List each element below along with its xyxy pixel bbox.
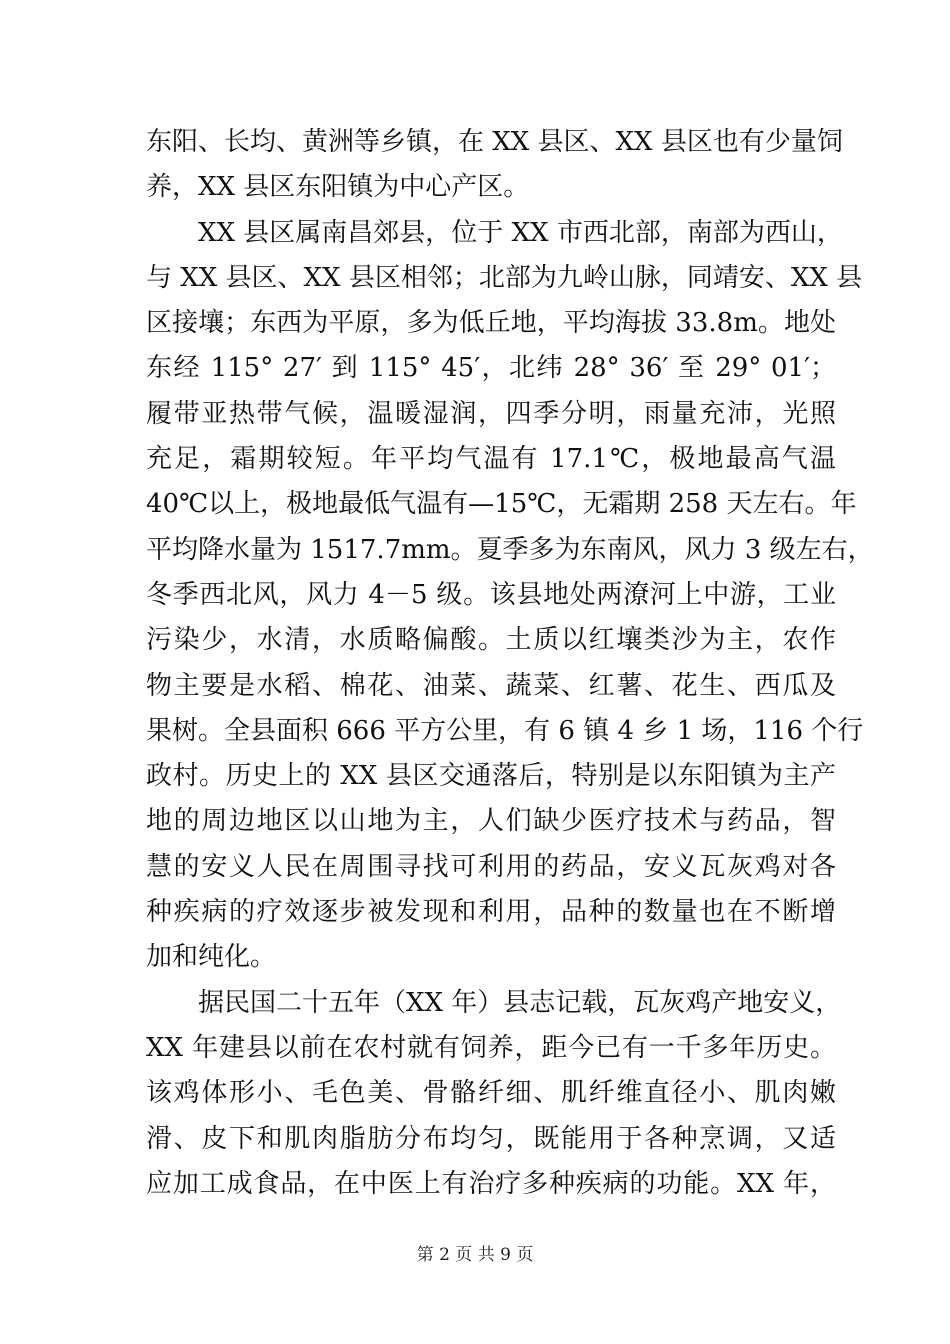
text-line: 慧的安义人民在周围寻找可利用的药品，安义瓦灰鸡对各 — [146, 851, 836, 882]
text-line: 该鸡体形小、毛色美、骨骼纤细、肌纤维直径小、肌肉嫩 — [146, 1078, 836, 1109]
text-line: 地的周边地区以山地为主，人们缺少医疗技术与药品，智 — [146, 806, 836, 837]
text-line: 污染少，水清，水质略偏酸。土质以红壤类沙为主，农作 — [146, 625, 836, 656]
text-line: 滑、皮下和肌肉脂肪分布均匀，既能用于各种烹调，又适 — [146, 1123, 836, 1154]
page-number-footer: 第 2 页 共 9 页 — [416, 1245, 534, 1265]
text-line: 物主要是水稻、棉花、油菜、蔬菜、红薯、花生、西瓜及 — [146, 670, 836, 701]
text-line: 40℃以上，极地最低气温有—15℃，无霜期 258 天左右。年 — [146, 489, 857, 520]
text-line: 履带亚热带气候，温暖湿润，四季分明，雨量充沛，光照 — [146, 398, 836, 429]
text-line: 冬季西北风，风力 4－5 级。该县地处两潦河上中游，工业 — [146, 579, 836, 610]
text-line: 种疾病的疗效逐步被发现和利用，品种的数量也在不断增 — [146, 897, 836, 928]
text-line: 果树。全县面积 666 平方公里，有 6 镇 4 乡 1 场，116 个行 — [146, 715, 864, 746]
text-line: 加和纯化。 — [146, 942, 277, 973]
text-line: 据民国二十五年（XX 年）县志记载，瓦灰鸡产地安义， — [198, 987, 842, 1018]
document-body — [146, 120, 874, 1207]
text-line: 充足，霜期较短。年平均气温有 17.1℃，极地最高气温 — [146, 444, 836, 475]
text-line: 与 XX 县区、XX 县区相邻；北部为九岭山脉，同靖安、XX 县 — [146, 262, 863, 293]
text-line: 区接壤；东西为平原，多为低丘地，平均海拔 33.8m。地处 — [146, 308, 836, 339]
text-line: 应加工成食品，在中医上有治疗多种疾病的功能。XX 年， — [146, 1168, 836, 1199]
text-line: 东经 115° 27′ 到 115° 45′，北纬 28° 36′ 至 29° 01′； — [146, 353, 836, 384]
text-line: 东阳、长均、黄洲等乡镇，在 XX 县区、XX 县区也有少量饲 — [146, 127, 843, 157]
text-line: 平均降水量为 1517.7mm。夏季多为东南风，风力 3 级左右， — [146, 534, 874, 565]
text-line: XX 年建县以前在农村就有饲养，距今已有一千多年历史。 — [146, 1032, 836, 1063]
text-line: 养，XX 县区东阳镇为中心产区。 — [146, 172, 530, 203]
text-line: 政村。历史上的 XX 县区交通落后，特别是以东阳镇为主产 — [146, 761, 836, 792]
text-line: XX 县区属南昌郊县，位于 XX 市西北部，南部为西山， — [198, 217, 843, 248]
